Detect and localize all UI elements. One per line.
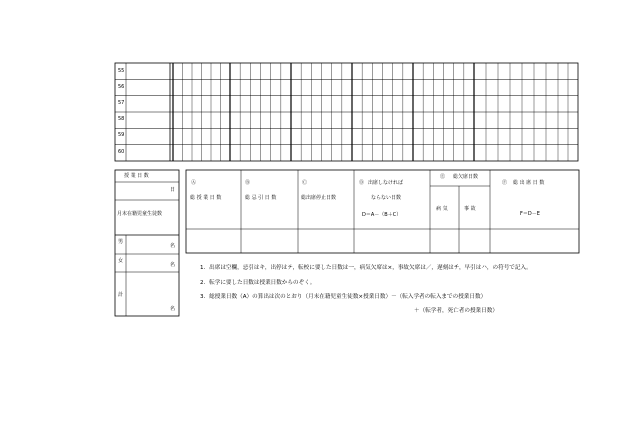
person-unit: 名 <box>170 262 176 268</box>
row-number: 56 <box>118 84 125 90</box>
d-label-line1: 出席しなければ <box>368 180 404 186</box>
f-mark: Ⓕ <box>502 180 508 186</box>
b-label: 総 忌 引 日 数 <box>245 195 277 201</box>
a-mark: Ⓐ <box>191 180 197 186</box>
f-label: 総 出 席 日 数 <box>513 180 545 186</box>
days-unit: 日 <box>170 187 176 193</box>
row-number: 59 <box>118 132 125 138</box>
row-number: 60 <box>118 149 125 155</box>
row-number: 55 <box>118 68 125 74</box>
row-number: 58 <box>118 116 125 122</box>
total-label: 計 <box>118 292 124 298</box>
female-label: 女 <box>118 258 124 264</box>
e-sub-other: 事 故 <box>464 206 476 212</box>
note-3: 3．総授業日数（A）の算出は次のとおり（月末在籍児童生徒数×授業日数）－（転入学者の転入までの授業日数） <box>200 294 487 300</box>
a-label: 総 授 業 日 数 <box>190 195 222 201</box>
note-2: 2．転学に要した日数は授業日数からのぞく。 <box>200 280 316 286</box>
note-1: 1．出席は空欄，忌引はキ，出停はテ，転校に要した日数は一，病気欠席は×，事故欠席は／，遅刻はチ，早引はハ，の符号で記入。 <box>200 265 532 271</box>
row-number: 57 <box>118 100 125 106</box>
e-mark: Ⓔ <box>440 174 446 180</box>
lesson-days-label: 授 業 日 数 <box>124 173 149 179</box>
e-sub-sick: 病 気 <box>436 206 448 212</box>
f-formula: F＝D－E <box>520 211 540 217</box>
d-mark: Ⓓ <box>359 180 365 186</box>
month-end-count-label: 月末在籍児童生徒数 <box>117 211 163 217</box>
male-label: 男 <box>118 239 124 245</box>
person-unit: 名 <box>170 306 176 312</box>
d-label-line2: ならない日数 <box>371 195 402 201</box>
c-mark: Ⓒ <box>302 180 308 186</box>
b-mark: Ⓑ <box>245 180 251 186</box>
person-unit: 名 <box>170 243 176 249</box>
note-4: ＋（転学者，死亡者の授業日数） <box>414 308 498 314</box>
e-label: 総欠席日数 <box>453 174 479 180</box>
d-formula: D＝A－（B＋C） <box>362 212 402 218</box>
c-label: 総出席停止日数 <box>301 195 337 201</box>
